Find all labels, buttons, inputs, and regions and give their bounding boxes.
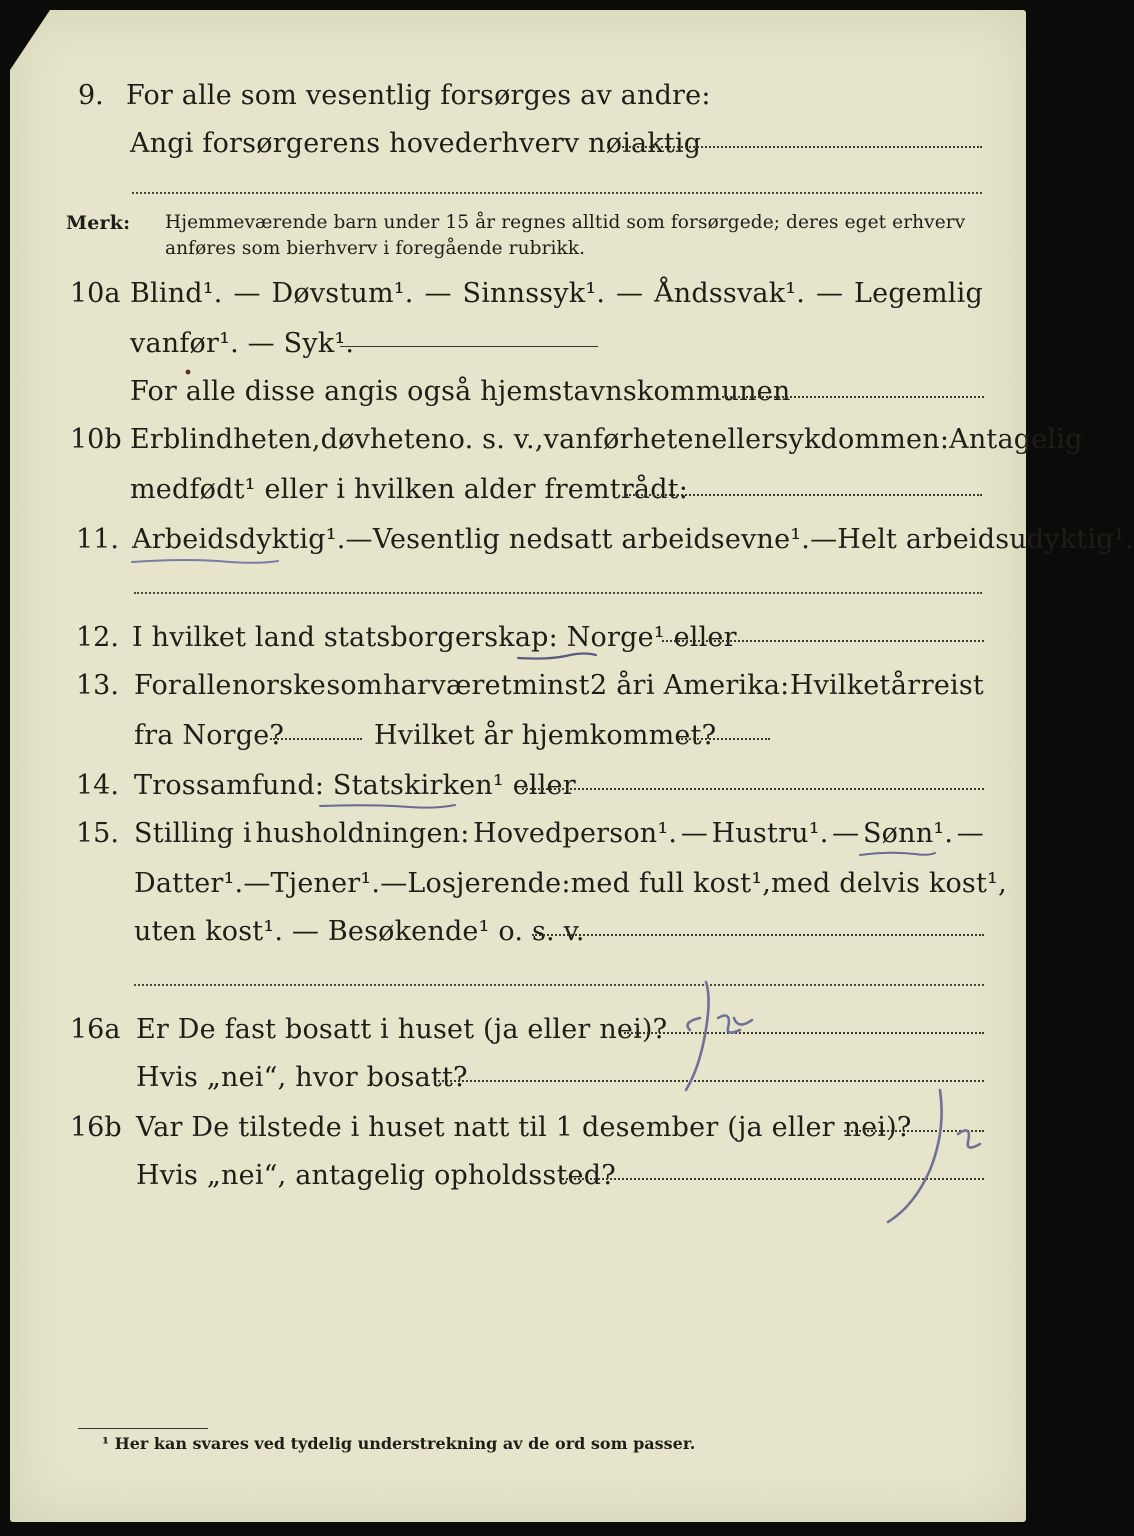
text-word: eller: [711, 424, 775, 455]
item-10a-number: 10a: [70, 278, 121, 309]
ink-dot: [186, 370, 191, 375]
text-word: 2 år: [590, 670, 646, 701]
text-word: blindheten,: [163, 424, 321, 455]
text-word: Er: [130, 424, 164, 455]
item-14-line-1: Trossamfund: Statskirken¹ eller: [134, 770, 576, 801]
item-11-number: 11.: [76, 524, 119, 555]
handwritten-ja-16b: [888, 1090, 980, 1222]
item-16a-number: 16a: [70, 1014, 121, 1045]
option-sonn[interactable]: Sønn¹.: [862, 818, 954, 849]
text-word: reist: [920, 670, 984, 701]
separator-dash: —: [380, 868, 408, 899]
text-word: været: [430, 670, 512, 701]
text-word: minst: [512, 670, 590, 701]
item-13-line-2b: Hvilket år hjemkommet?: [374, 720, 717, 751]
option-delvis-kost[interactable]: med delvis kost¹,: [771, 868, 1007, 899]
item-16b-number: 16b: [70, 1112, 122, 1143]
option-blind[interactable]: Blind¹.: [130, 278, 223, 309]
text-word: døvheten: [320, 424, 449, 455]
separator-dash: —: [810, 524, 838, 555]
text-word: alle: [181, 670, 232, 701]
separator-dash: —: [424, 278, 452, 309]
separator-dash: —: [832, 818, 860, 849]
separator-dash: —: [680, 818, 708, 849]
separator-dash: —: [616, 278, 644, 309]
item-9-line-1: For alle som vesentlig forsørges av andre:: [126, 80, 711, 111]
item-9-line-2: Angi forsørgerens hovederhverv nøiaktig: [130, 128, 702, 159]
underline-arbeidsdyktig: [132, 560, 278, 563]
item-16b-line-2: Hvis „nei“, antagelig opholdssted?: [136, 1160, 616, 1191]
option-legemlig[interactable]: Legemlig: [854, 278, 983, 309]
note-label: Merk:: [66, 212, 131, 234]
item-15-line-3: uten kost¹. — Besøkende¹ o. s. v.: [134, 916, 585, 947]
text-word: har: [383, 670, 431, 701]
text-word: Stilling i: [134, 818, 252, 849]
handwritten-ja-16a: [686, 982, 752, 1090]
item-16b-line-1: Var De tilstede i huset natt til 1 desember (ja eller nei)?: [136, 1112, 912, 1143]
text-word: husholdningen:: [255, 818, 470, 849]
note-text-line-1: Hjemmeværende barn under 15 år regnes alltid som forsørgede; deres eget erhverv: [165, 212, 966, 233]
form-sheet: [10, 10, 1134, 1522]
item-14-number: 14.: [76, 770, 119, 801]
text-word: For: [134, 670, 182, 701]
separator-dash: —: [243, 868, 271, 899]
option-udyktig[interactable]: Helt arbeidsudyktig¹.: [837, 524, 1134, 555]
option-sinnssyk[interactable]: Sinnssyk¹.: [462, 278, 606, 309]
option-hustru[interactable]: Hustru¹.: [711, 818, 829, 849]
item-10b-line-2: medfødt¹ eller i hvilken alder fremtrådt:: [130, 474, 689, 505]
text-word: år: [890, 670, 921, 701]
separator-dash: —: [956, 818, 984, 849]
underline-norge: [518, 654, 596, 659]
item-10a-line-2: vanfør¹. — Syk¹.: [130, 328, 355, 359]
footnote-text: ¹ Her kan svares ved tydelig understrekning av de ord som passer.: [102, 1434, 696, 1453]
item-15-number: 15.: [76, 818, 119, 849]
underline-sonn: [860, 853, 935, 855]
text-word: som: [326, 670, 383, 701]
text-word: o. s. v.,: [448, 424, 544, 455]
text-word: vanførheten: [543, 424, 712, 455]
text-word: norske: [232, 670, 326, 701]
item-9-number: 9.: [78, 80, 104, 111]
item-12-number: 12.: [76, 622, 119, 653]
option-nedsatt[interactable]: Vesentlig nedsatt arbeidsevne¹.: [372, 524, 811, 555]
item-16a-line-1: Er De fast bosatt i huset (ja eller nei)?: [136, 1014, 668, 1045]
separator-dash: —: [345, 524, 373, 555]
text-word: Antagelig: [949, 424, 1083, 455]
text-word: Hvilket: [789, 670, 891, 701]
separator-dash: —: [815, 278, 844, 309]
option-hovedperson[interactable]: Hovedperson¹.: [473, 818, 678, 849]
option-dovstum[interactable]: Døvstum¹.: [271, 278, 414, 309]
separator-dash: —: [233, 278, 261, 309]
option-andssvak[interactable]: Åndssvak¹.: [654, 278, 806, 309]
option-full-kost[interactable]: med full kost¹,: [570, 868, 772, 899]
text-word: sykdommen:: [774, 424, 950, 455]
text-word: Losjerende:: [407, 868, 571, 899]
text-word: i Amerika:: [646, 670, 790, 701]
item-10a-line-3: For alle disse angis også hjemstavnskommunen: [130, 376, 791, 407]
item-12-line-1: I hvilket land statsborgerskap: Norge¹ eller: [132, 622, 737, 653]
item-13-number: 13.: [76, 670, 119, 701]
item-16a-line-2: Hvis „nei“, hvor bosatt?: [136, 1062, 468, 1093]
item-13-line-2a: fra Norge?: [134, 720, 285, 751]
underline-statskirken: [320, 805, 455, 808]
option-arbeidsdyktig[interactable]: Arbeidsdyktig¹.: [132, 524, 346, 555]
footnote-rule: [78, 1428, 208, 1429]
item-10b-number: 10b: [70, 424, 122, 455]
note-text-line-2: anføres som bierhverv i foregående rubrikk.: [165, 238, 586, 259]
handwritten-ink: [10, 10, 1026, 1522]
option-datter[interactable]: Datter¹.: [134, 868, 244, 899]
option-tjener[interactable]: Tjener¹.: [270, 868, 381, 899]
